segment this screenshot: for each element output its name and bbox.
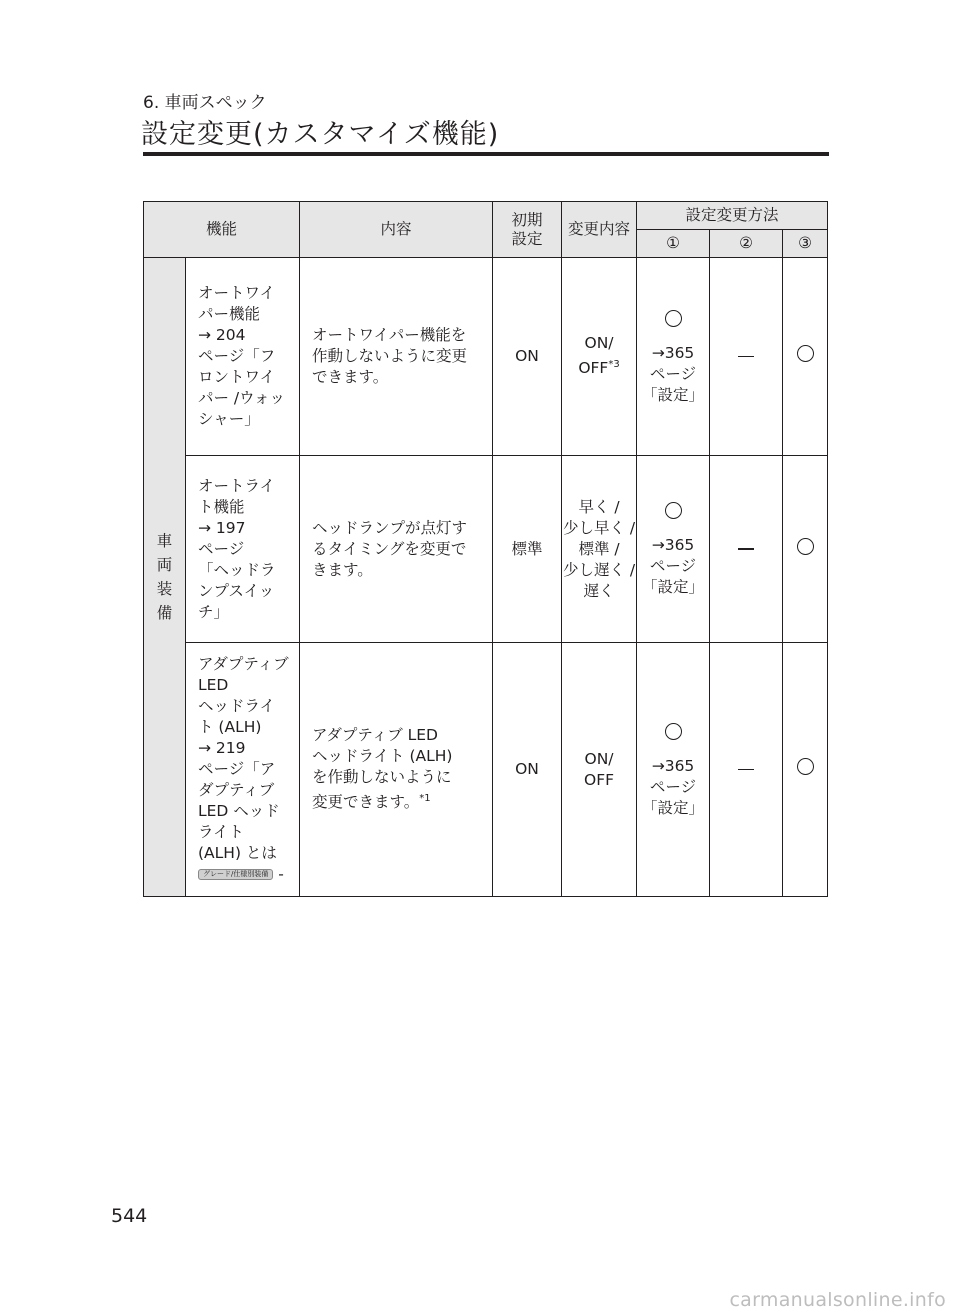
table-row [144, 643, 828, 897]
available-circle-icon [797, 538, 814, 555]
description-cell: オートワイパー機能を作動しないように変更できます。 [300, 258, 493, 456]
not-available-dash-icon [738, 356, 754, 357]
header-method: 設定変更方法 [637, 202, 828, 230]
method-1-cell [637, 456, 710, 643]
available-circle-icon [665, 502, 682, 519]
method-3-cell [783, 258, 828, 456]
available-circle-icon [665, 310, 682, 327]
method-1-cell [637, 258, 710, 456]
header-method-3: ③ [783, 230, 828, 258]
page-title: 設定変更(カスタマイズ機能) [141, 119, 500, 150]
category-cell [144, 258, 186, 897]
method-2-cell [710, 258, 783, 456]
customization-table [143, 201, 828, 897]
description-cell: ヘッドランプが点灯するタイミングを変更できます。 [300, 456, 493, 643]
settings-page-link[interactable]: →365 ページ 「設定」 [642, 756, 705, 817]
description-cell [300, 643, 493, 897]
settings-page-link[interactable]: →365 ページ 「設定」 [642, 536, 705, 596]
header-content: 内容 [300, 202, 493, 258]
description-footnote: *1 [419, 793, 431, 805]
footer-watermark: carmanualsonline.info [729, 1289, 946, 1311]
settings-page-link[interactable]: →365 ページ 「設定」 [642, 343, 705, 404]
change-cell [562, 456, 637, 643]
method-1-cell [637, 643, 710, 897]
not-available-dash-icon [738, 769, 754, 770]
header-initial-text: 初期設定 [511, 210, 543, 248]
function-cell [186, 643, 300, 897]
initial-cell: ON [493, 258, 562, 456]
page-number: 544 [111, 1205, 148, 1227]
category-label: 車両装備 [156, 532, 173, 622]
change-footnote: *3 [608, 359, 620, 371]
initial-cell: ON [493, 643, 562, 897]
change-cell [562, 643, 637, 897]
available-circle-icon [797, 758, 814, 775]
method-3-cell [783, 643, 828, 897]
change-cell [562, 258, 637, 456]
available-circle-icon [797, 345, 814, 362]
change-value: ON/ OFF [578, 334, 614, 378]
initial-cell: 標準 [493, 456, 562, 643]
method-2-cell [710, 456, 783, 643]
function-text: アダプティブ LED ヘッドライト (ALH) → 219 ページ「アダプティブ LED ヘッドライト (ALH) とは [198, 655, 289, 862]
function-cell: オートワイパー機能 → 204 ページ「フロントワイパー /ウォッシャー」 [186, 258, 300, 456]
table-row [144, 456, 828, 643]
method-3-cell [783, 456, 828, 643]
method-2-cell [710, 643, 783, 897]
header-change: 変更内容 [562, 202, 637, 258]
header-method-1: ① [637, 230, 710, 258]
available-circle-icon [665, 723, 682, 740]
title-rule [143, 152, 829, 156]
description-text: アダプティブ LED ヘッドライト (ALH) を作動しないように 変更できます。 [312, 726, 453, 812]
header-method-2: ② [710, 230, 783, 258]
table-row [144, 258, 828, 456]
change-value: 早く / 少し早く / 標準 / 少し遅く / 遅く [562, 497, 636, 600]
function-cell: オートライト機能 → 197 ページ 「ヘッドランプスイッチ」 [186, 456, 300, 643]
grade-spec-badge: グレード/仕様別装備 [198, 869, 273, 880]
badge-dash: - [278, 865, 284, 883]
header-initial [493, 202, 562, 258]
change-value: ON/ OFF [584, 749, 615, 789]
not-available-dash-icon [738, 548, 754, 549]
section-label: 6. 車両スペック [143, 93, 267, 113]
header-function: 機能 [144, 202, 300, 258]
